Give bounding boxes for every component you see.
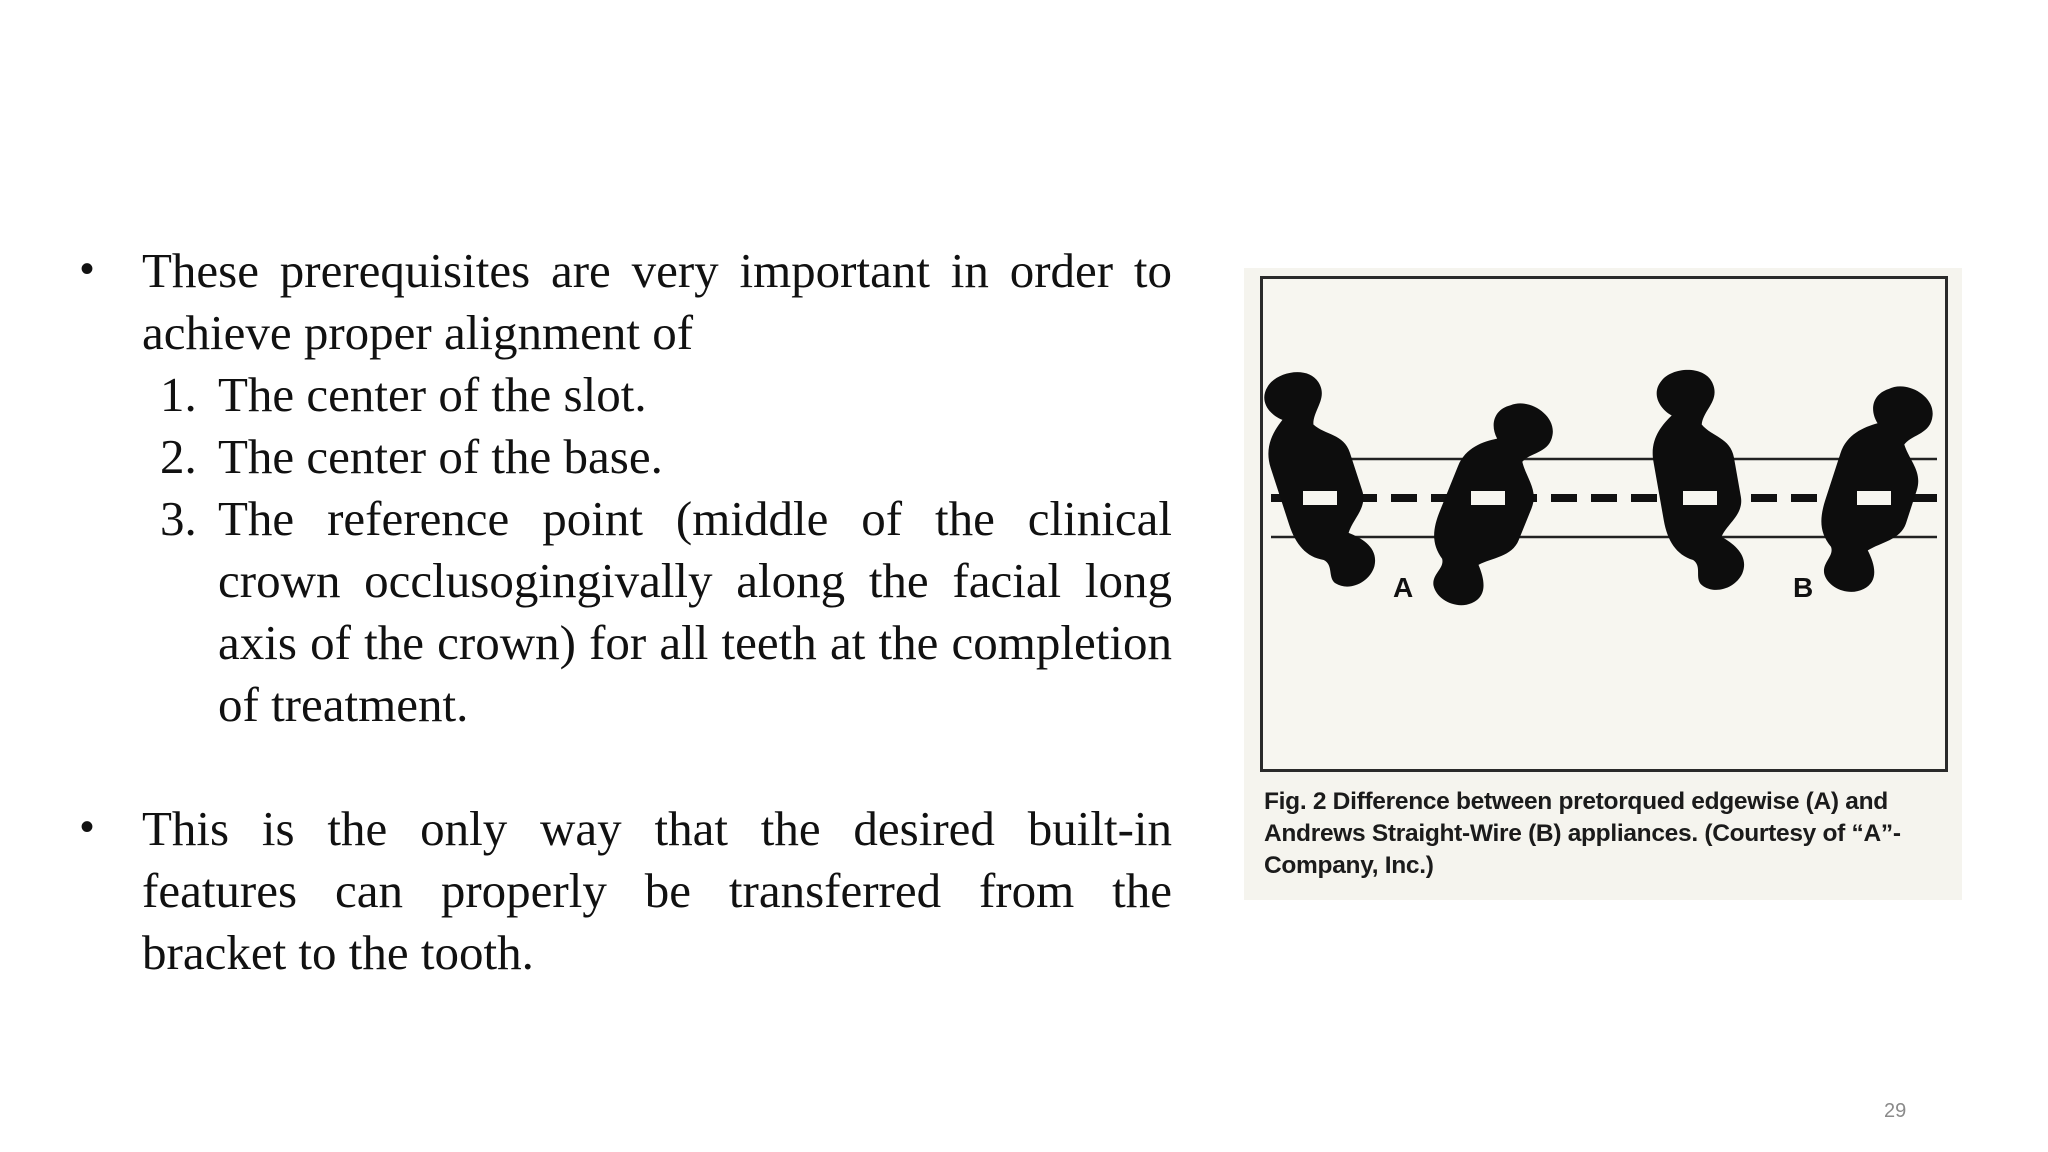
bullet-transfer: [80, 798, 1172, 984]
slot-b2: [1857, 491, 1891, 505]
list-item-text: The center of the slot.: [218, 367, 647, 422]
figure-caption: Fig. 2 Difference between pretorqued edgewise (A) and Andrews Straight-Wire (B) appliances. (Courtesy of “A”-Company, Inc.): [1264, 788, 1901, 879]
slide-text: [80, 240, 1172, 984]
figure-label-b: B: [1793, 572, 1814, 603]
bracket-diagram-icon: [1263, 279, 1945, 769]
figure-illustration: [1260, 276, 1948, 772]
slot-b1: [1683, 491, 1717, 505]
slot-a1: [1303, 491, 1337, 505]
bullet-prerequisites: [80, 240, 1172, 364]
list-item: [80, 488, 1172, 736]
slot-a2: [1471, 491, 1505, 505]
tooth-b2-icon: [1800, 374, 1945, 603]
list-item: [80, 426, 1172, 488]
figure-label-a: A: [1393, 572, 1414, 603]
bullet-text: These prerequisites are very important in order to achieve proper alignment of: [142, 243, 1172, 360]
bullet-dot-icon: •: [80, 805, 95, 849]
bullet-dot-icon: •: [80, 247, 95, 291]
tooth-a1-icon: [1263, 363, 1389, 599]
list-item-text: The center of the base.: [218, 429, 663, 484]
page-number: 29: [1884, 1100, 1907, 1122]
figure-brackets: [1244, 268, 1962, 900]
list-number: 2.: [160, 429, 197, 484]
list-item-text: The reference point (middle of the clinical crown occlusogingivally along the facial long axis of the crown) for all teeth at the completion of treatment.: [218, 491, 1172, 732]
alignment-list: [80, 364, 1172, 736]
list-number: 1.: [160, 367, 197, 422]
spacer: [80, 736, 1172, 798]
tooth-b1-icon: [1639, 364, 1756, 597]
list-item: [80, 364, 1172, 426]
list-number: 3.: [160, 491, 197, 546]
bullet-text: This is the only way that the desired built-in features can properly be transferred from the bracket to the tooth.: [142, 801, 1172, 980]
